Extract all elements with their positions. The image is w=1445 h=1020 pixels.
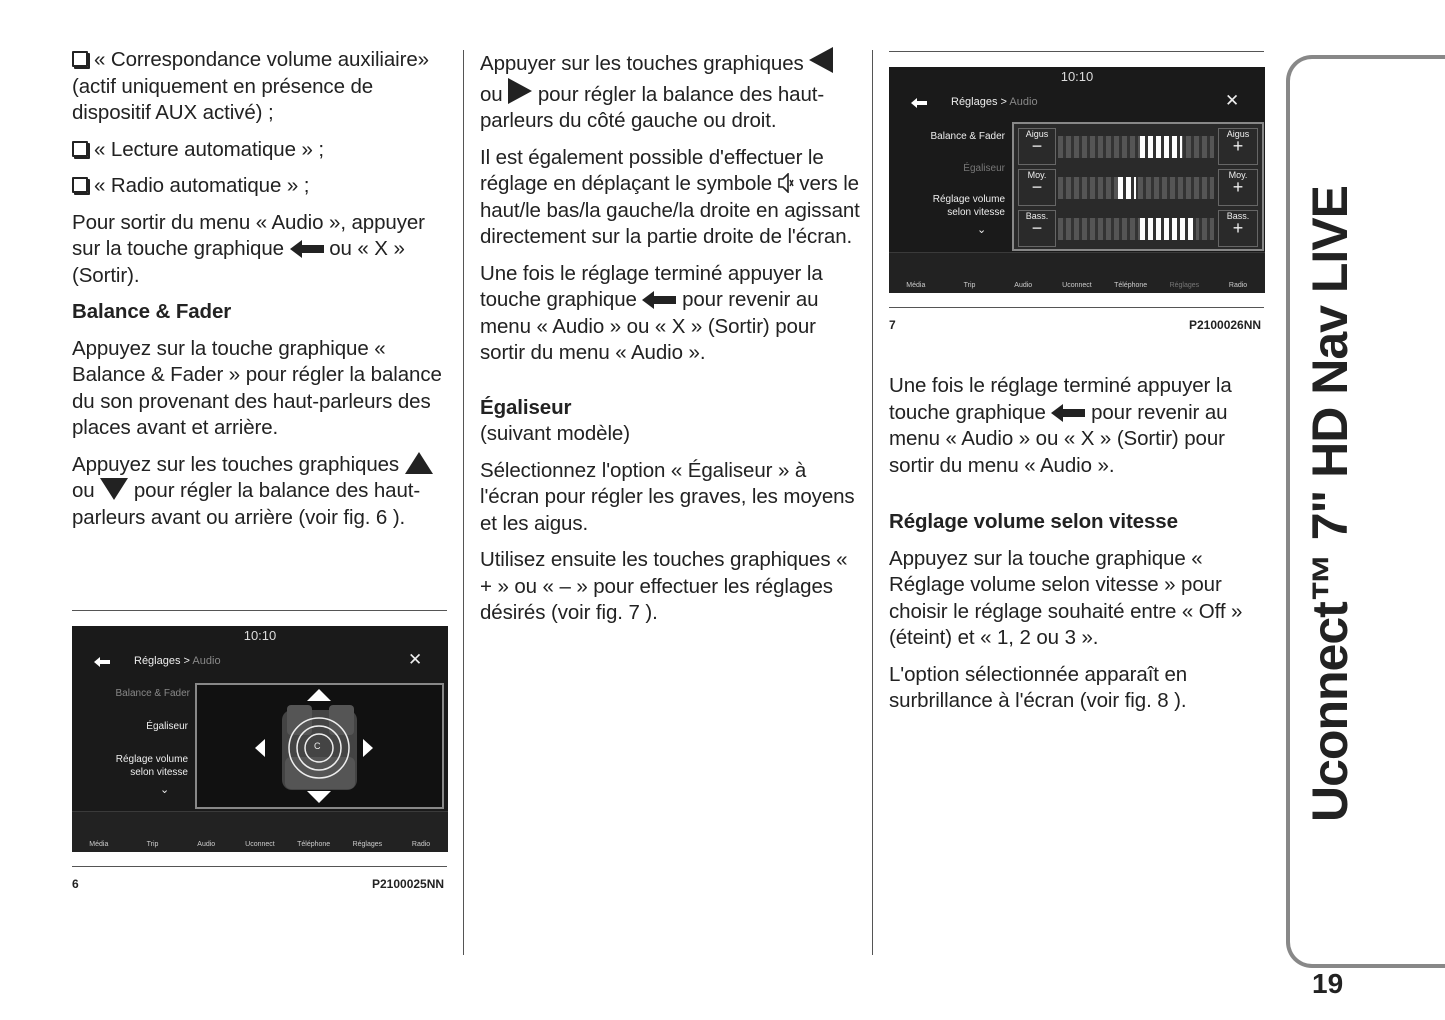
plus-button[interactable]: Bass. + <box>1218 210 1258 247</box>
triangle-right-icon <box>508 78 532 104</box>
equalizer-panel <box>1012 122 1264 251</box>
column-2 <box>480 47 860 637</box>
menu-item-balance[interactable]: Balance & Fader <box>930 131 1005 142</box>
section-heading: Égaliseur <box>480 395 572 419</box>
back-arrow-icon <box>1051 404 1085 422</box>
column-divider-2 <box>872 50 873 955</box>
back-arrow-icon[interactable] <box>911 98 927 108</box>
balance-panel[interactable] <box>195 683 444 809</box>
clock: 10:10 <box>1060 69 1094 84</box>
slider-track[interactable] <box>1058 177 1214 199</box>
paragraph: « Lecture automatique » ; <box>72 137 447 164</box>
paragraph: Appuyer sur les touches graphiques ou pour régler la balance des haut-parleurs du côté gauche ou droit. <box>480 47 860 135</box>
breadcrumb: Réglages > Audio <box>951 96 1038 108</box>
triangle-left-icon <box>809 47 833 73</box>
figure-number: 7 <box>889 318 896 332</box>
figure-bottom-rule <box>72 866 447 867</box>
nav-uconnect[interactable]: Uconnect <box>1062 282 1092 289</box>
nav-settings[interactable]: Réglages <box>1169 282 1200 289</box>
speaker-icon <box>778 173 794 193</box>
column-1 <box>72 47 447 541</box>
checkbox-icon <box>72 141 88 157</box>
figure-7-screen <box>889 67 1265 293</box>
nav-audio[interactable]: Audio <box>1014 282 1033 289</box>
center-label: C <box>314 741 321 751</box>
plus-button[interactable]: Moy. + <box>1218 169 1258 206</box>
paragraph: Appuyez sur la touche graphique « Réglage volume selon vitesse » pour choisir le réglage souhaité entre « Off » (éteint) et « 1, 2 ou 3 ». <box>889 546 1243 649</box>
paragraph: « Radio automatique » ; <box>72 173 447 200</box>
slider-fill <box>1140 136 1182 158</box>
figure-code: P2100025NN <box>372 877 445 891</box>
minus-button[interactable]: Aigus − <box>1018 128 1056 165</box>
clock: 10:10 <box>243 628 277 643</box>
breadcrumb: Réglages > Audio <box>134 655 221 667</box>
triangle-up-icon <box>405 452 433 474</box>
menu-item-equalizer[interactable]: Égaliseur <box>146 721 188 732</box>
paragraph: (suivant modèle) <box>480 422 630 445</box>
menu-item-speed-volume[interactable]: Réglage volume selon vitesse <box>932 194 1005 218</box>
column-3 <box>889 373 1264 725</box>
menu-item-equalizer[interactable]: Égaliseur <box>963 163 1005 174</box>
chevron-down-icon[interactable]: ⌄ <box>977 224 987 236</box>
close-icon[interactable]: ✕ <box>408 650 423 669</box>
back-arrow-icon[interactable] <box>94 657 110 667</box>
nav-settings[interactable]: Réglages <box>352 841 383 848</box>
paragraph: Pour sortir du menu « Audio », appuyer sur la touche graphique ou « X » (Sortir). <box>72 210 425 287</box>
arrow-left-icon <box>255 739 265 757</box>
nav-media[interactable]: Média <box>89 841 109 848</box>
figure-6-screen <box>72 626 448 852</box>
nav-trip[interactable]: Trip <box>963 282 976 289</box>
nav-media[interactable]: Média <box>906 282 926 289</box>
arrow-down-icon <box>307 791 331 803</box>
page-number: 19 <box>1312 968 1344 999</box>
bottom-nav-bar <box>72 811 448 852</box>
chevron-down-icon[interactable]: ⌄ <box>160 784 170 796</box>
back-arrow-icon <box>290 240 324 258</box>
paragraph: L'option sélectionnée apparaît en surbrillance à l'écran (voir fig. 8 ). <box>889 662 1188 712</box>
back-arrow-icon <box>642 291 676 309</box>
figure-number: 6 <box>72 877 79 891</box>
checkbox-icon <box>72 51 88 67</box>
nav-uconnect[interactable]: Uconnect <box>245 841 275 848</box>
arrow-right-icon <box>363 739 373 757</box>
arrow-up-icon <box>307 689 331 701</box>
nav-radio[interactable]: Radio <box>1228 282 1248 289</box>
minus-button[interactable]: Bass. − <box>1018 210 1056 247</box>
bottom-nav-bar <box>889 252 1265 293</box>
nav-trip[interactable]: Trip <box>146 841 159 848</box>
paragraph: Appuyez sur la touche graphique « Balance & Fader » pour régler la balance du son provenant des haut-parleurs des places avant et arrière. <box>72 336 442 439</box>
paragraph: Appuyez sur les touches graphiques ou pour régler la balance des haut-parleurs avant ou arrière (voir fig. 6 ). <box>72 452 447 532</box>
figure-top-rule <box>889 51 1264 52</box>
paragraph: Sélectionnez l'option « Égaliseur » à l'écran pour régler les graves, les moyens et les aigus. <box>480 458 855 535</box>
menu-item-speed-volume[interactable]: Réglage volume selon vitesse <box>115 754 188 778</box>
slider-fill <box>1118 177 1136 199</box>
slider-track[interactable] <box>1058 136 1214 158</box>
nav-audio[interactable]: Audio <box>197 841 216 848</box>
figure-code: P2100026NN <box>1189 318 1262 332</box>
slider-fill <box>1140 218 1196 240</box>
nav-telephone[interactable]: Téléphone <box>297 841 331 848</box>
paragraph: « Correspondance volume auxiliaire» (actif uniquement en présence de dispositif AUX activé) ; <box>72 48 429 124</box>
nav-telephone[interactable]: Téléphone <box>1114 282 1148 289</box>
figure-bottom-rule <box>889 307 1264 308</box>
paragraph: Une fois le réglage terminé appuyer la touche graphique pour revenir au menu « Audio » ou « X » (Sortir) pour sortir du menu « Audio ». <box>889 374 1232 477</box>
section-heading: Balance & Fader <box>72 300 232 323</box>
plus-button[interactable]: Aigus + <box>1218 128 1258 165</box>
triangle-down-icon <box>100 478 128 500</box>
menu-item-balance[interactable]: Balance & Fader <box>115 688 190 699</box>
paragraph: Une fois le réglage terminé appuyer la touche graphique pour revenir au menu « Audio » ou « X » (Sortir) pour sortir du menu « Audio ». <box>480 261 823 364</box>
close-icon[interactable]: ✕ <box>1225 91 1240 110</box>
minus-button[interactable]: Moy. − <box>1018 169 1056 206</box>
section-heading: Réglage volume selon vitesse <box>889 510 1178 533</box>
figure-top-rule <box>72 610 447 611</box>
checkbox-icon <box>72 177 88 193</box>
column-divider-1 <box>463 50 464 955</box>
paragraph: Il est également possible d'effectuer le réglage en déplaçant le symbole vers le haut/le bas/la gauche/la droite en agissant directement sur la partie droite de l'écran. <box>480 145 860 248</box>
nav-radio[interactable]: Radio <box>411 841 431 848</box>
paragraph: Utilisez ensuite les touches graphiques « + » ou « – » pour effectuer les réglages désirés (voir fig. 7 ). <box>480 548 848 624</box>
